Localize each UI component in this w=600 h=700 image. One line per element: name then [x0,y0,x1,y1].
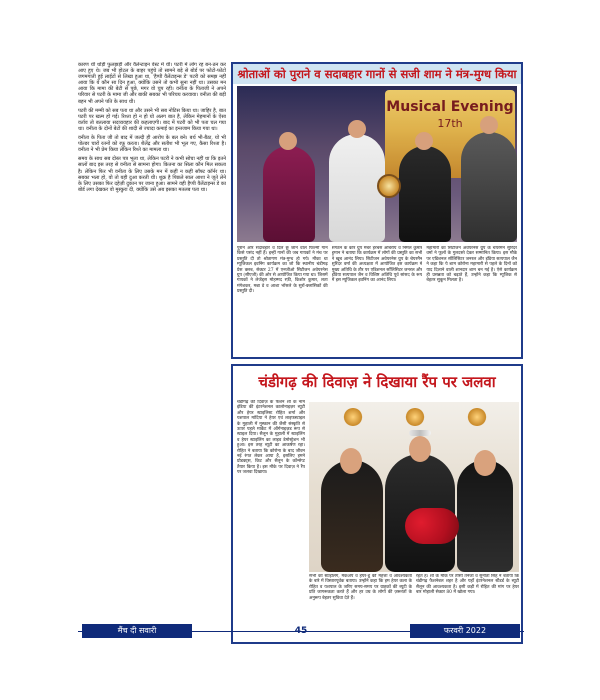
person-man-right [461,132,517,242]
banner-title: Musical Evening [386,99,514,115]
red-rose-bouquet [405,508,459,544]
ceiling-lamp [405,408,425,426]
magazine-page [78,62,524,642]
woman-right [457,460,513,572]
article-column: पुराने और सदाबहार व दिल छू जाने वाले फिल्मी गाने किसे पसंद नहीं हैं। इन्हीं गानों की जब गायकों ने मंच पर प्रस्तुति दी तो श्रोतागण मंत्र-मुग्ध हो गये। मौका था म्यूजिकल इवनिंग कार्यक्रम का जो कि स्थानीय चंडीगढ़ प्रेस क्लब, सेक्टर 27 में एनजीओ सिटीजन अवेयरनेस ग्रुप (सीएजी) की ओर से आयोजित किया गया था। जिसमें गायकों ने लेजेंड्स मोहम्मद रफ़ी, किशोर कुमार, लता मंगेशकर, मन्ना डे व आशा भोंसले के सुरों-क्लासिकों की प्रस्तुति दी। [237,246,328,295]
article-column: सभी को स्टाइलिंग, मेकअप व हेयर-डू की महत्ता व आवश्यकता के बारे में विस्तारपूर्वक बताया। उन्होंने कहा कि हम हेयर कला के रोहित व यशपाल के जरिए समय-समय पर ग्राहकों की ब्यूटी के प्रति जागरूकता करते हैं और हर उम्र के लोगों की ज़रूरतों के अनुरूप बेहतर सुविधा देते हैं। [309,574,412,601]
left-paragraph: समय के साथ सब दोस्त पत्र भूला था, लेकिन पटरी ने कभी सोचा नहीं था कि इतने सालों बाद इस तरह से वनीता से सामना होगा। कितना का सिला कौन मिल सकता है। लेकिन फिर भी वनीता के लिए उसके मन में कहीं न कहीं सॉफ्ट कॉर्नर था। सबका भला हो, वो तो यही दुआ करती थी। शुक्र है पिछले साल आशा ने जूते लेने के लिए उसका फिर दहेज़ी दुकान पर जाना हुआ। सामने वही हैप्पी वैलेंटाइन्स डे का बोर्ड लगा देखकर वो मुस्कुरा दी, क्योंकि उसे अब इसका मतलब पता था। [78,156,226,193]
article-column: संगठन के कोर ग्रुप मेंबर हरबंस ओबेरॉय व निर्मल कुमार हुमान ने बताया कि कार्यक्रम में लोगों की प्रस्तुति का सभी ने खूब आनंद लिया। सिटीजन अवेयरनेस ग्रुप के चेयरमैन सुरिंदर वर्मा की अध्यक्षता में आयोजित इस कार्यक्रम में मुख्य अतिथि के तौर पर एडिशनल सॉलिसिटर जनरल और इंडिया सत्यपाल जैन व विशिष्ट अतिथि पूर्व सांसद के रूप में इस म्यूजिकल इवनिंग का आनंद लिया। [331,246,423,284]
tiara [409,430,431,436]
person-head [415,132,433,150]
article-fashion [231,364,523,644]
article-body [237,246,517,358]
article-left-text: चंडीगढ़ की दिवाज़ के फैशन शो के नाम इंडिया की इंटरनेशनल कालोनाइज़र ब्यूटी और हेयर स्टाइलिस्ट रोहित शर्मा और यशपाल मांदिया ने हेयर एवं लाइफस्टाइल के मुहाली में मुस्कान की जैसी संस्कृति से ऊपर पहले मार्केट में ऑर्गनाइज़ड रूप से स्टाइल दिया। सैलून के मुहाली में स्टाइलिंग व हेयर स्टाइलिंग का लाइव डेमोस्ट्रेशन भी हुआ। इस तरह ब्यूटी का आकर्षण रहा। रोहित ने बताया कि कोरोना के बाद जीवन नई रंगत लेकर आया है, इसलिए हमने प्रोडक्ट्स, किट और सैलून के कॉन्सेप्ट तैयार किया है। इस मौके पर दिवाज़ ने रैंप पर जलवा दिखाया। [237,400,305,476]
person-woman-right [399,146,451,242]
woman-face [340,448,362,474]
left-paragraph: कारण थी थोड़ी फुलझड़ी और वैलेन्टाइन वेस्ट में थी। पटरी में लोग रह बन-ठन कर आए हुए थे। जब भी होटल के बाहर पहुंचे तो सामने बड़े से बोर्ड पर फोटो-फोटो जगमगाती हुई लाईटों से लिखा हुआ था, 'हैप्पी वैलेंटाइन्स डे' पटरी को समझ नहीं आया कि ये कौन सा दिन हुआ, क्योंकि उसने तो कभी सुना नहीं था। उसका मन आया कि मामा की बेटी से पूछे, मगर वो चुप रही। वनीता के पिताजी ने अपने परिवार से पटरी के मामा जी और बाकी सबका भी परिचय करवाया। वनीता की बड़ी बहन भी अपने पति के साथ थी। [78,62,226,105]
footer-date: फरवरी 2022 [410,624,520,638]
person-woman-left [263,146,315,242]
left-paragraph: वनीता के पिता जी तो बाद में जल्दी ही आरोप के बल बने। बर्थ भी-बैठा, यो भी पोल्डर चारों रतनों को रफ़ू करता। शैलेंद्र और सतीश भी भूल गए, कैसा रिश्ता है। वनीता ने भी प्रेम किया लेकिन रिश्ते का मामला था। [78,135,226,154]
banner-subtitle: 17th [437,117,463,130]
woman-face [409,436,431,462]
ceiling-lamp [343,408,363,426]
left-paragraph: पटरी की मम्मी को सब पता था और उसने भी सब नोटिस किया था। जाहिर है, बात पटरी पर खत्म हो गई। रिश्ता हो न हो यो अलग बात है, लेकिन मेहमानों के ऐसा वर्ताव तो बतलाया सदव्यवहार की कहलाएगी। बाद में पटरी को भी पता चल गया था। वनीता के दोनों बेटों की शादी से ज्यादा कमाई का इन्तजाम किया गया था। [78,107,226,132]
page-number: 45 [294,626,308,636]
award-plaque [377,174,401,198]
person-head [279,132,297,150]
woman-left [321,460,383,572]
person-head [480,116,498,134]
event-photo [237,86,517,242]
article-title: श्रोताओं को पुराने व सदाबहार गानों से सजी शाम ने मंत्र-मुग्ध किया [233,64,521,84]
fashion-photo [309,402,519,572]
left-text-column [78,62,226,622]
article-column: रहते हैं। शो के मौके पर तीसी तनेजा व सुनीता सिंह ने बताया कि चंडीगढ़ फैशनेबल शहर है और यहाँ इंटरनेशनल स्टैंडर्ड के ब्यूटी सैलून की आवश्यकता है। इसी कड़ी में रोहित की मांग पर हेयर बार मोहाली सेक्टर 80 में खोला गया। [416,574,519,596]
article-title: चंडीगढ़ की दिवाज़ ने दिखाया रैंप पर जलवा [233,366,521,398]
page-footer [78,622,524,640]
article-column: महामारी का सिटीजन अवेयरनेस ग्रुप के चेयरमैन सुरिंदर वर्मा ने फूलों के गुलदस्ते देकर सम्मानित किया। इस मौके पर एडिशनल सॉलिसिटर जनरल और इंडिया सत्यपाल जैन ने कहा कि ये शाम कोरोना महामारी से पहले के दिनों को याद दिलाने वाली शानदार शाम बन गई है। ऐसे कार्यक्रम ही प्रसन्नता को बढ़ाते हैं, उन्होंने कहा कि म्यूजिक से बेहतर सुकून मिलता है। [426,246,518,284]
footer-publication: मैंच दी सवारी [82,624,192,638]
article-musical-evening [231,62,523,359]
person-head [348,120,366,138]
ceiling-lamp [467,408,487,426]
woman-face [474,450,496,476]
